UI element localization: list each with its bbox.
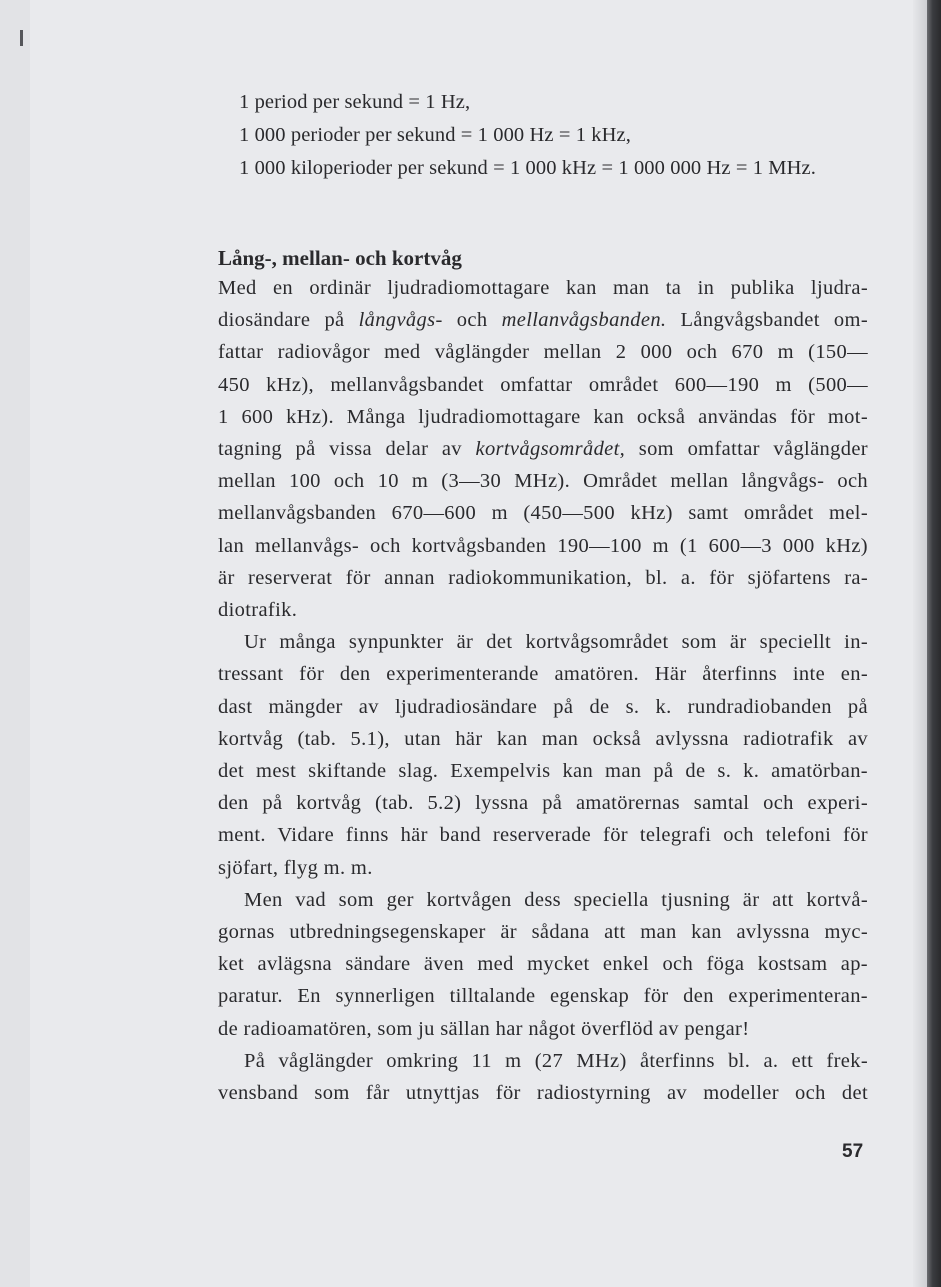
text-line: dast mängder av ljudradiosändare på de s. k. rundradiobanden på xyxy=(218,695,868,718)
text-line: tagning på vissa delar av kortvågsområdet, som omfattar våglängder xyxy=(218,438,868,461)
text-line: På våglängder omkring 11 m (27 MHz) återfinns bl. a. ett frek- xyxy=(244,1049,868,1072)
text-line: den på kortvåg (tab. 5.2) lyssna på amatörernas samtal och experi- xyxy=(218,792,868,815)
text-line: sjöfart, flyg m. m. xyxy=(218,856,373,879)
text-line: fattar radiovågor med våglängder mellan 2 000 och 670 m (150— xyxy=(218,341,868,364)
text-line: Men vad som ger kortvågen dess speciella tjusning är att kortvå- xyxy=(244,888,868,911)
text-line: ment. Vidare finns här band reserverade för telegrafi och telefoni för xyxy=(218,824,868,847)
section-heading: Lång-, mellan- och kortvåg xyxy=(218,246,462,270)
page-number: 57 xyxy=(842,1141,864,1162)
text-line: 1 600 kHz). Många ljudradiomottagare kan också användas för mot- xyxy=(218,405,868,428)
text-line: diosändare på långvågs- och mellanvågsbanden. Långvågsbandet om- xyxy=(218,309,868,332)
text-line: lan mellanvågs- och kortvågsbanden 190—100 m (1 600—3 000 kHz) xyxy=(218,534,868,557)
text-line: gornas utbredningsegenskaper är sådana att man kan avlyssna myc- xyxy=(218,921,868,944)
text-line: är reserverat för annan radiokommunikation, bl. a. för sjöfartens ra- xyxy=(218,566,868,589)
body-text xyxy=(218,272,868,1109)
text-line: tressant för den experimenterande amatören. Här återfinns inte en- xyxy=(218,663,868,686)
formula-khz: 1 000 perioder per sekund = 1 000 Hz = 1 kHz, xyxy=(239,124,631,146)
page-shadow xyxy=(913,0,927,1287)
binding-mark xyxy=(20,30,23,46)
formula-mhz: 1 000 kiloperioder per sekund = 1 000 kHz = 1 000 000 Hz = 1 MHz. xyxy=(239,157,816,179)
text-line: kortvåg (tab. 5.1), utan här kan man också avlyssna radiotrafik av xyxy=(218,727,868,750)
text-line: mellan 100 och 10 m (3—30 MHz). Området mellan långvågs- och xyxy=(218,470,868,493)
unit-definitions xyxy=(239,86,879,185)
text-line: 450 kHz), mellanvågsbandet omfattar området 600—190 m (500— xyxy=(218,373,868,396)
book-cover-edge xyxy=(927,0,941,1287)
text-line: mellanvågsbanden 670—600 m (450—500 kHz) samt området mel- xyxy=(218,502,868,525)
text-line: ket avlägsna sändare även med mycket enkel och föga kostsam ap- xyxy=(218,953,868,976)
formula-hz: 1 period per sekund = 1 Hz, xyxy=(239,91,471,113)
text-line: diotrafik. xyxy=(218,599,298,622)
text-line: det mest skiftande slag. Exempelvis kan man på de s. k. amatörban- xyxy=(218,760,868,783)
text-line: de radioamatören, som ju sällan har något överflöd av pengar! xyxy=(218,1017,750,1040)
text-line: Med en ordinär ljudradiomottagare kan man ta in publika ljudra- xyxy=(218,277,868,299)
adjacent-page-edge xyxy=(0,0,31,1287)
text-line: vensband som får utnyttjas för radiostyrning av modeller och det xyxy=(218,1082,868,1105)
book-page xyxy=(30,0,913,1287)
text-line: paratur. En synnerligen tilltalande egenskap för den experimenteran- xyxy=(218,985,868,1008)
text-line: Ur många synpunkter är det kortvågsområdet som är speciellt in- xyxy=(244,631,868,654)
